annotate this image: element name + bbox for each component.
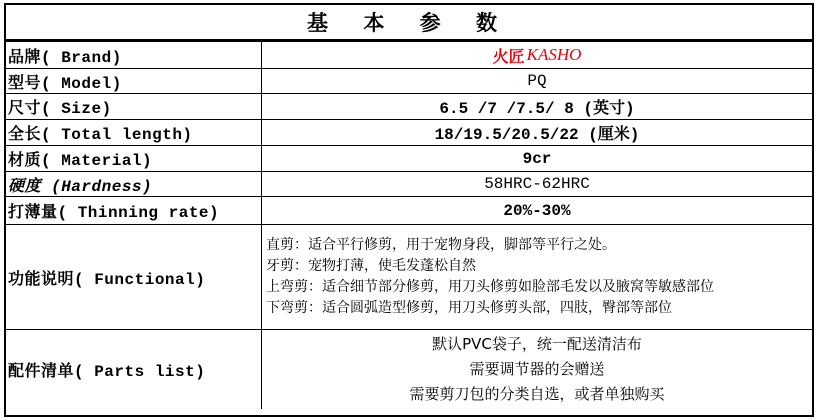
value-material: 9cr	[522, 149, 552, 168]
row-functional	[6, 224, 812, 329]
label-material: 材质( Material)	[6, 146, 262, 171]
row-model	[6, 68, 812, 93]
functional-line: 上弯剪：适合细节部分修剪，用刀头修剪如脸部毛发以及腋窝等敏感部位	[266, 279, 714, 295]
value-thinning-rate: 20%-30%	[503, 201, 571, 220]
label-parts-list: 配件清单( Parts list)	[6, 330, 262, 409]
label-hardness: 硬度 (Hardness)	[6, 172, 262, 196]
brand-logo-en: KASHO	[526, 45, 582, 64]
value-parts-list	[262, 330, 812, 409]
label-thinning-rate: 打薄量( Thinning rate)	[6, 197, 262, 224]
label-total-length: 全长( Total length)	[6, 120, 262, 145]
value-brand	[262, 42, 812, 68]
row-thinning-rate	[6, 196, 812, 224]
label-size: 尺寸( Size)	[6, 94, 262, 119]
functional-line: 下弯剪：适合圆弧造型修剪，用刀头修剪头部，四肢，臀部等部位	[266, 300, 672, 316]
row-material	[6, 145, 812, 171]
value-size: 6.5 /7 /7.5/ 8 (英寸)	[439, 100, 635, 118]
brand-logo-cn: 火匠	[492, 46, 525, 66]
value-model: PQ	[527, 72, 547, 90]
parts-line: 默认PVC袋子，统一配送清洁布	[432, 335, 642, 353]
row-hardness	[6, 171, 812, 196]
value-hardness: 58HRC-62HRC	[484, 175, 590, 193]
value-functional	[262, 225, 812, 329]
row-parts-list	[6, 329, 812, 409]
label-functional: 功能说明( Functional)	[6, 225, 262, 329]
row-total-length	[6, 119, 812, 145]
value-total-length: 18/19.5/20.5/22 (厘米)	[434, 126, 640, 144]
spec-table	[4, 3, 814, 417]
row-size	[6, 93, 812, 119]
row-brand	[6, 41, 812, 68]
table-title: 基 本 参 数	[307, 10, 511, 35]
parts-line: 需要调节器的会赠送	[469, 360, 605, 378]
label-brand: 品牌( Brand)	[6, 42, 262, 68]
functional-line: 直剪：适合平行修剪，用于宠物身段，脚部等平行之处。	[266, 237, 616, 253]
parts-line: 需要剪刀包的分类自选，或者单独购买	[409, 385, 665, 403]
title-row	[6, 5, 812, 41]
label-model: 型号( Model)	[6, 69, 262, 93]
functional-line: 牙剪：宠物打薄，使毛发蓬松自然	[266, 258, 476, 274]
